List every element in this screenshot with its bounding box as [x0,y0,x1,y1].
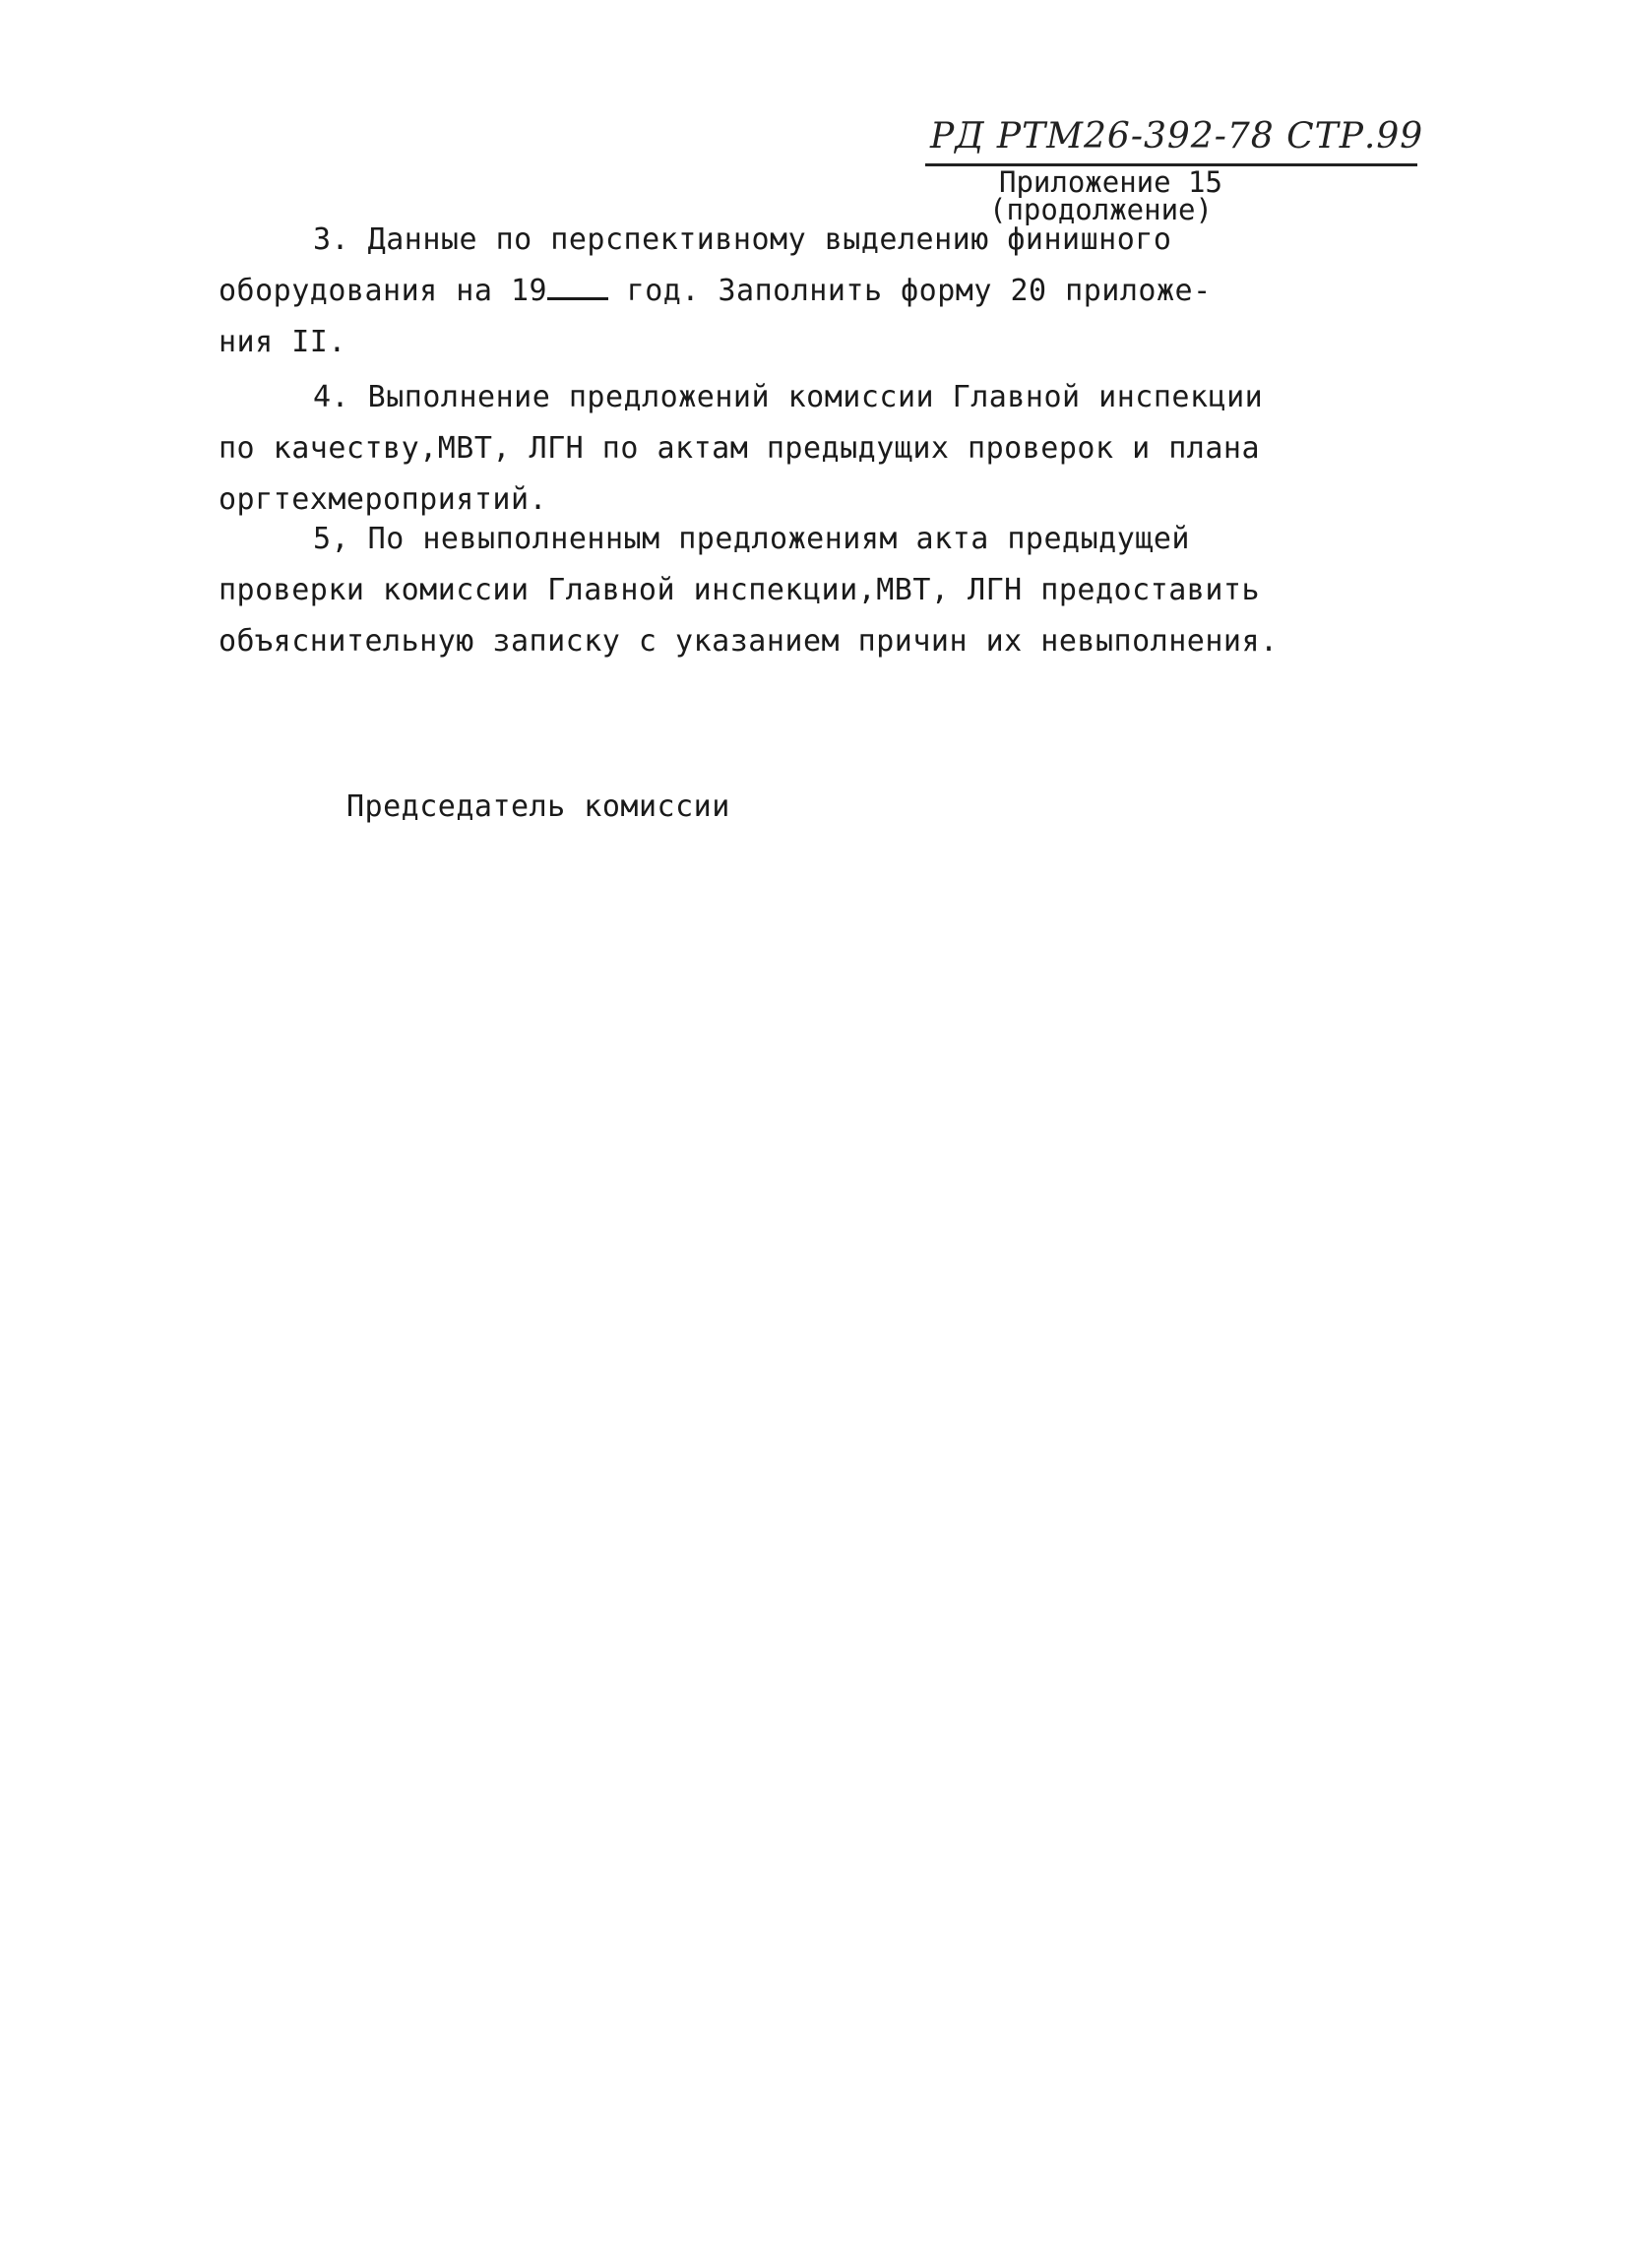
item-3-line-2-end: год. Заполнить форму 20 приложе- [626,274,1212,308]
item-5 [219,514,1279,667]
appendix-label: Приложение 15 [999,165,1222,199]
chairman-signature-label: Председатель комиссии [346,789,730,824]
document-code: РД РТМ26-392-78 СТР.99 [930,116,1424,157]
item-3-line-2 [219,266,1212,317]
item-3-line-2-start: оборудования на 19 [219,274,548,308]
item-4-line-1: 4. Выполнение предложений комиссии Главной инспекции [313,380,1264,414]
item-4 [219,372,1263,526]
item-3-line-3: ния II. [219,325,346,359]
item-4-line-2: по качеству,МВТ, ЛГН по актам предыдущих проверок и плана [219,431,1261,466]
item-5-line-2: проверки комиссии Главной инспекции,МВТ, ЛГН предоставить [219,573,1261,607]
item-3-line-1: 3. Данные по перспективному выделению финишного [313,222,1172,257]
item-4-line-3: оргтехмероприятий. [219,482,548,517]
appendix-continuation: (продолжение) [989,193,1213,226]
item-5-line-1: 5, По невыполненным предложениям акта предыдущей [313,522,1190,556]
item-5-line-3: объяснительную записку с указанием причин их невыполнения. [219,624,1279,659]
year-blank-field [547,270,608,300]
item-3 [219,215,1212,368]
